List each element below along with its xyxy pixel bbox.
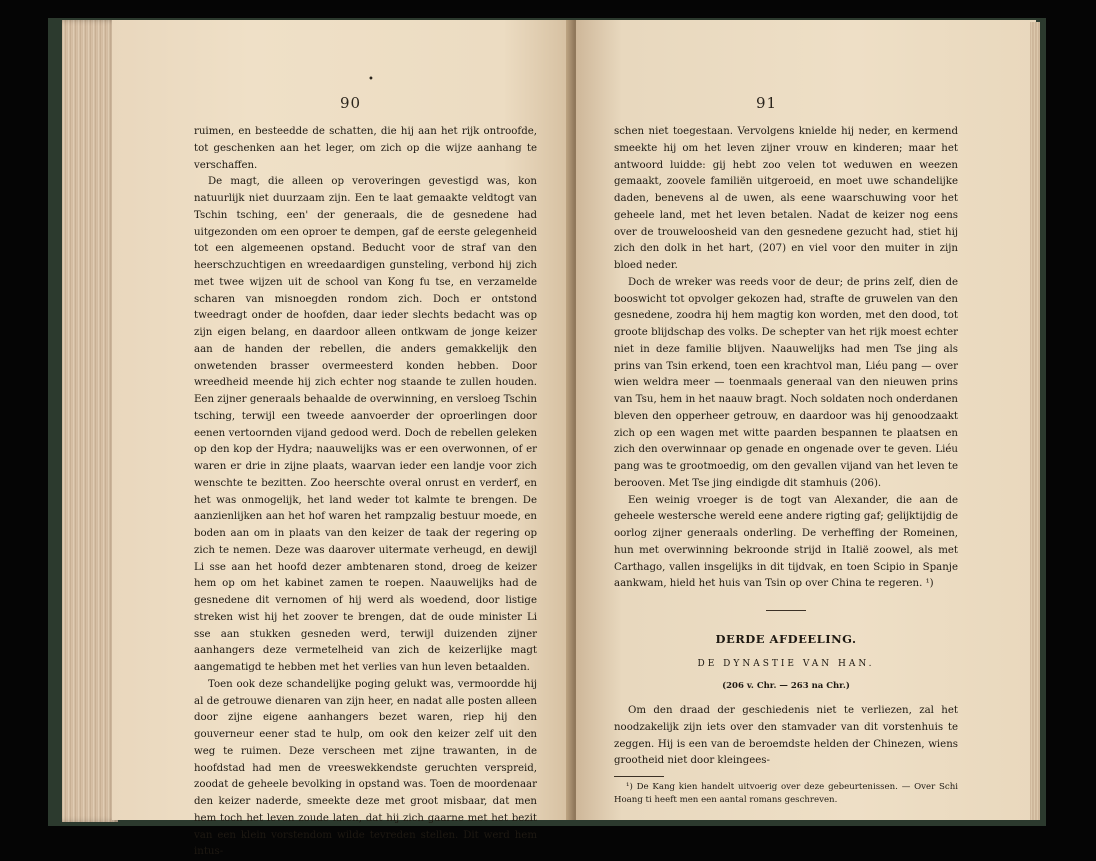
- paragraph: schen niet toegestaan. Vervolgens knielde hij neder, en kermend smeekte hij om het leven zijner vrouw en kinderen; maar het antwoord luidde: gij hebt zoo velen tot weduwen en weezen gemaakt, zoovele familiën uitgeroeid, en moet uwe schandelijke daden, benevens al de uwen, als eene waarschuwing voor het geheele land, met het leven betalen. Nadat de keizer nog eens over de trouweloosheid van den gesnedene gezucht had, stiet hij zich den dolk in het hart, (207) en viel voor den muiter in zijn bloed neder.: [614, 126, 958, 271]
- page-edges-right: [1030, 22, 1040, 820]
- right-page-body: [614, 124, 958, 807]
- section-dates: (206 v. Chr. — 263 na Chr.): [722, 681, 850, 691]
- section-subheading: DE DYNASTIE VAN HAN.: [697, 659, 875, 669]
- paragraph: Om den draad der geschiedenis niet te verliezen, zal het noodzakelijk zijn iets over den stamvader van dit vorstenhuis te zeggen. Hij is een van de beroemdste helden der Chinezen, wiens grootheid niet door kleingees-: [614, 705, 958, 767]
- paragraph: ruimen, en besteedde de schatten, die hij aan het rijk ontroofde, tot geschenken aan het leger, om zich op die wijze aanhang te verschaffen.: [194, 126, 537, 171]
- page-number-right: 91: [756, 94, 778, 112]
- left-page-body: [194, 124, 537, 861]
- page-edges-left: [62, 20, 118, 822]
- paragraph: Een weinig vroeger is de togt van Alexander, die aan de geheele westersche wereld eene andere rigting gaf; gelijktijdig de oorlog zijner generaals onderling. De verheffing der Romeinen, hun met overwinning bekroonde strijd in Italië zoowel, als met Carthago, vallen insgelijks in dit tijdvak, en toen Scipio in Spanje aankwam, hield het huis van Tsin op over China te regeren. ¹): [614, 494, 958, 590]
- footnote-divider: [614, 776, 664, 777]
- print-speck: •: [368, 74, 374, 85]
- section-divider: [766, 610, 806, 611]
- section-heading: DERDE AFDEELING.: [715, 632, 857, 646]
- paragraph: De magt, die alleen op veroveringen gevestigd was, kon natuurlijk niet duurzaam zijn. Een te laat gemaakte veldtogt van Tschin tsching, een' der generaals, die de gesnedene had uitgezonden om een oproer te dempen, gaf de eerste gelegenheid tot een algemeenen opstand. Beducht voor de straf van den heerschzuchtigen en wreedaardigen gunsteling, verbond hij zich met twee wijzen uit de school van Kong fu tse, en verzamelde scharen van misnoegden rondom zich. Doch er ontstond tweedragt onder de hoofden, daar ieder slechts bedacht was op zijn eigen belang, en daardoor alleen ontkwam de jonge keizer aan de handen der rebellen, die anders gemakkelijk den onwetenden brasser overmeesterd konden hebben. Door wreedheid meende hij zich echter nog staande te zullen houden. Een zijner generaals behaalde de overwinning, en versloeg Tschin tsching, terwijl een tweede aanvoerder der oproerlingen door eenen vertoornden vijand gedood werd. Doch de rebellen geleken op den kop der Hydra; naauwelijks was er een overwonnen, of er waren er drie in zijne plaats, waarvan ieder een landje voor zich wenschte te bezitten. Zoo heerschte overal onrust en verderf, en het was onmogelijk, het land weder tot kalmte te brengen. De aanzienlijken aan het hof waren het rampzalig bestuur moede, en boden aan om in plaats van den keizer de taak der regering op zich te nemen. Deze was daarover uitermate verheugd, en dewijl Li sse aan het hoofd dezer ambtenaren stond, droeg de keizer hem op om het kabinet zamen te roepen. Naauwelijks had de gesnedene dit vernomen of hij werd als woedend, door listige streken wist hij het zoover te brengen, dat de oude minister Li sse aan stukken gesneden werd, terwijl duizenden zijner aanhangers deze vermetelheid van zich de keizerlijke magt aangematigd te hebben met het verlies van hun leven betaalden.: [194, 176, 537, 673]
- paragraph: Toen ook deze schandelijke poging gelukt was, vermoordde hij al de getrouwe dienaren van zijn heer, en nadat alle posten alleen door zijne eigene aanhangers bezet waren, riep hij den gouverneur eener stad te hulp, om ook den keizer zelf uit den weg te ruimen. Deze verscheen met zijne trawanten, in de hoofdstad had men de vreeswekkendste geruchten verspreid, zoodat de geheele bevolking in opstand was. Toen de moordenaar den keizer naderde, smeekte deze met groot misbaar, dat men hem toch het leven zoude laten, dat hij zich gaarne met het bezit van een klein vorstendom wilde tevreden stellen. Dit werd hem intus-: [194, 678, 537, 858]
- page-number-left: 90: [340, 94, 362, 112]
- footnote: ¹) De Kang kien handelt uitvoerig over deze gebeurtenissen. — Over Schi Hoang ti heeft men een aantal romans geschreven.: [614, 782, 958, 805]
- left-page: [112, 20, 572, 858]
- paragraph: Doch de wreker was reeds voor de deur; de prins zelf, dien de booswicht tot opvolger gekozen had, strafte de gruwelen van den gesnedene, zoodra hij hem magtig kon worden, met den dood, tot groote blijdschap des volks. De schepter van het rijk moest echter niet in deze familie blijven. Naauwelijks had men Tse jing als prins van Tsin erkend, toen een krachtvol man, Liéu pang — over wien weldra meer — toenmaals generaal van den nieuwen prins van Tsu, hem in het naauw bragt. Noch soldaten noch onderdanen bleven den opperheer getrouw, en daardoor was hij genoodzaakt zich op een wagen met witte paarden bespannen te plaatsen en zich den overwinnaar op genade en ongenade over te geven. Liéu pang was te grootmoedig, om den gevallen vijand van het leven te berooven. Met Tse jing eindigde dit stamhuis (206).: [614, 276, 958, 489]
- right-page: [576, 20, 1036, 820]
